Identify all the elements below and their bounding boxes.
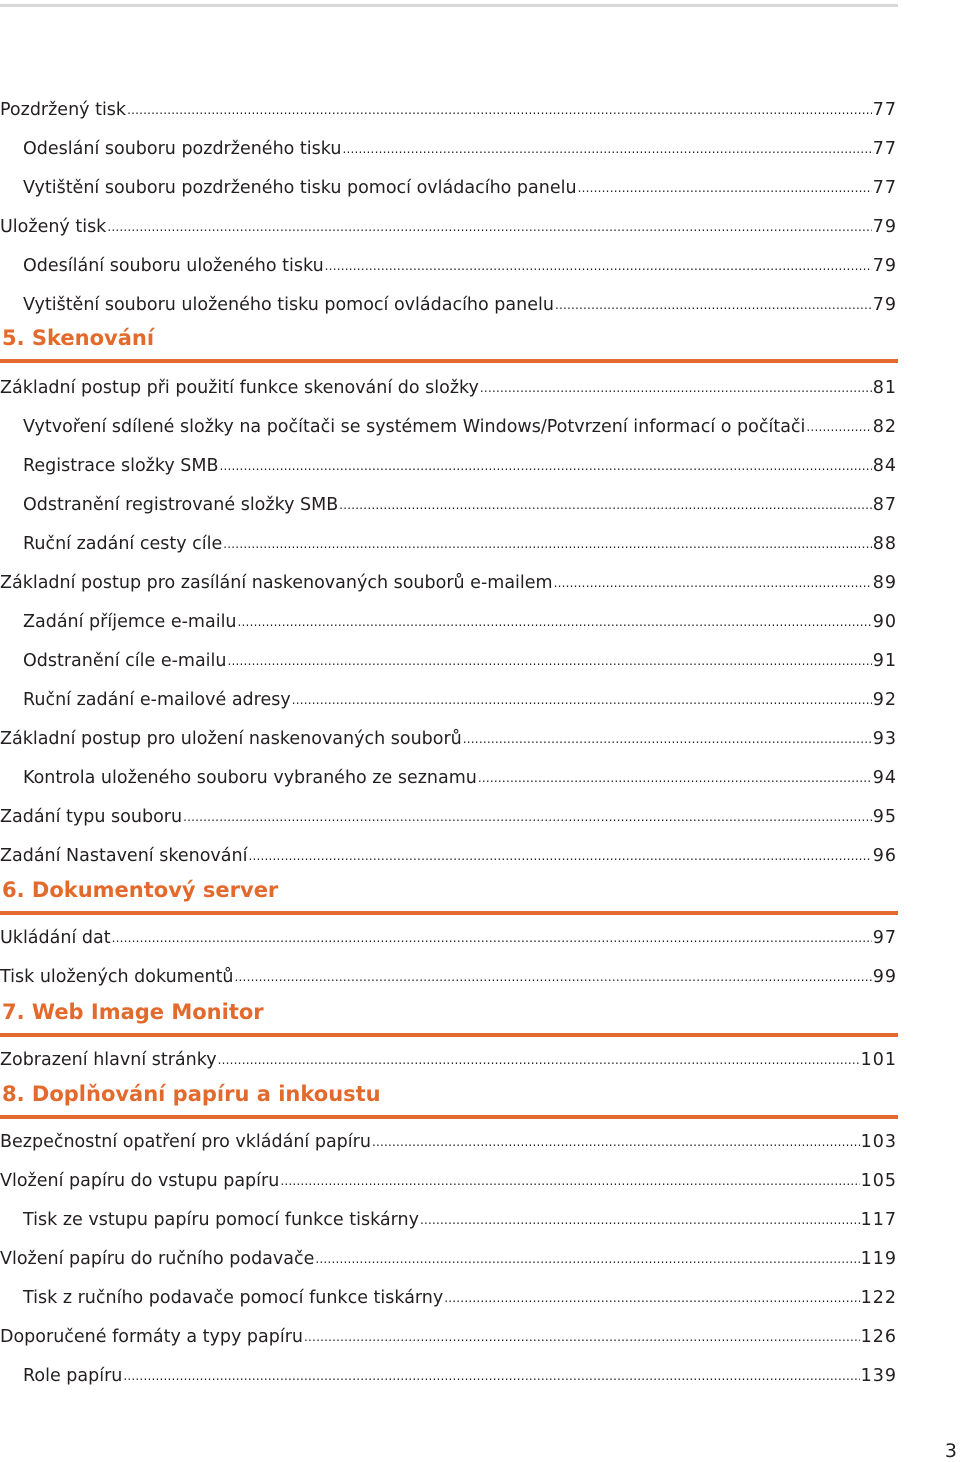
toc-entry-page: 77 bbox=[872, 178, 897, 198]
toc-leader-dots bbox=[183, 806, 872, 831]
toc-entry-page: 103 bbox=[860, 1132, 897, 1152]
toc-leader-dots bbox=[112, 927, 872, 952]
toc-entry-title: Bezpečnostní opatření pro vkládání papíru bbox=[0, 1131, 371, 1156]
toc-entry[interactable] bbox=[23, 762, 897, 792]
toc-entry[interactable] bbox=[0, 567, 897, 597]
toc-leader-dots bbox=[107, 216, 871, 241]
toc-entry[interactable] bbox=[23, 1204, 897, 1234]
toc-leader-dots bbox=[555, 294, 872, 319]
toc-entry[interactable] bbox=[0, 372, 897, 402]
toc-entry-page: 95 bbox=[872, 807, 897, 827]
chapter-heading[interactable] bbox=[0, 878, 898, 908]
toc-entry-title: Tisk z ručního podavače pomocí funkce tiskárny bbox=[23, 1287, 443, 1312]
toc-leader-dots bbox=[478, 767, 872, 792]
toc-entry-title: Vložení papíru do ručního podavače bbox=[0, 1248, 314, 1273]
toc-entry-title: Zadání Nastavení skenování bbox=[0, 845, 247, 870]
toc-entry-title: Doporučené formáty a typy papíru bbox=[0, 1326, 303, 1351]
toc-entry-title: Zadání typu souboru bbox=[0, 806, 182, 831]
toc-leader-dots bbox=[444, 1287, 859, 1312]
toc-entry-title: Zobrazení hlavní stránky bbox=[0, 1049, 217, 1074]
toc-entry[interactable] bbox=[23, 1282, 897, 1312]
toc-entry-title: Vložení papíru do vstupu papíru bbox=[0, 1170, 279, 1195]
toc-entry-title: Registrace složky SMB bbox=[23, 455, 218, 480]
toc-leader-dots bbox=[325, 255, 872, 280]
toc-leader-dots bbox=[280, 1170, 859, 1195]
toc-leader-dots bbox=[554, 572, 872, 597]
toc-entry-page: 93 bbox=[872, 729, 897, 749]
toc-entry-title: Základní postup pro uložení naskenovaných souborů bbox=[0, 728, 462, 753]
toc-entry[interactable] bbox=[23, 450, 897, 480]
chapter-heading[interactable] bbox=[0, 1000, 898, 1030]
toc-entry[interactable] bbox=[23, 528, 897, 558]
toc-leader-dots bbox=[238, 611, 872, 636]
toc-entry-title: Vytištění souboru pozdrženého tisku pomocí ovládacího panelu bbox=[23, 177, 577, 202]
toc-entry[interactable] bbox=[0, 1165, 897, 1195]
toc-leader-dots bbox=[315, 1248, 859, 1273]
chapter-rule bbox=[0, 359, 898, 363]
toc-entry-page: 79 bbox=[872, 295, 897, 315]
toc-entry-page: 88 bbox=[872, 534, 897, 554]
toc-leader-dots bbox=[463, 728, 872, 753]
toc-entry[interactable] bbox=[0, 961, 897, 991]
toc-entry[interactable] bbox=[23, 172, 897, 202]
toc-entry-title: Tisk uložených dokumentů bbox=[0, 966, 234, 991]
toc-leader-dots bbox=[248, 845, 871, 870]
toc-entry-title: Tisk ze vstupu papíru pomocí funkce tiskárny bbox=[23, 1209, 419, 1234]
toc-leader-dots bbox=[218, 1049, 860, 1074]
toc-entry-page: 126 bbox=[860, 1327, 897, 1347]
chapter-rule bbox=[0, 911, 898, 915]
toc-entry-page: 96 bbox=[872, 846, 897, 866]
toc-entry-title: Odesílání souboru uloženého tisku bbox=[23, 255, 324, 280]
toc-leader-dots bbox=[806, 416, 871, 441]
toc-entry-title: Odstranění cíle e-mailu bbox=[23, 650, 227, 675]
toc-entry[interactable] bbox=[23, 684, 897, 714]
toc-leader-dots bbox=[480, 377, 872, 402]
chapter-heading[interactable] bbox=[0, 326, 898, 356]
toc-entry-title: Ukládání dat bbox=[0, 927, 111, 952]
toc-entry[interactable] bbox=[23, 606, 897, 636]
toc-entry-page: 84 bbox=[872, 456, 897, 476]
toc-entry[interactable] bbox=[0, 801, 897, 831]
toc-entry-page: 77 bbox=[872, 139, 897, 159]
toc-entry-title: Zadání příjemce e-mailu bbox=[23, 611, 237, 636]
toc-entry-title: Role papíru bbox=[23, 1365, 122, 1390]
toc-entry-title: Odeslání souboru pozdrženého tisku bbox=[23, 138, 341, 163]
toc-entry-page: 82 bbox=[872, 417, 897, 437]
toc-entry-title: Základní postup při použití funkce skenování do složky bbox=[0, 377, 479, 402]
toc-entry-page: 87 bbox=[872, 495, 897, 515]
toc-entry[interactable] bbox=[23, 411, 897, 441]
toc-entry-page: 89 bbox=[872, 573, 897, 593]
toc-entry-page: 97 bbox=[872, 928, 897, 948]
toc-entry-title: Vytištění souboru uloženého tisku pomocí ovládacího panelu bbox=[23, 294, 554, 319]
toc-entry-title: Ruční zadání e-mailové adresy bbox=[23, 689, 291, 714]
toc-leader-dots bbox=[578, 177, 872, 202]
toc-entry[interactable] bbox=[0, 1243, 897, 1273]
toc-entry[interactable] bbox=[0, 922, 897, 952]
toc-entry-page: 101 bbox=[860, 1050, 897, 1070]
toc-entry-page: 81 bbox=[872, 378, 897, 398]
chapter-heading[interactable] bbox=[0, 1082, 898, 1112]
chapter-rule bbox=[0, 1115, 898, 1119]
chapter-title: 6. Dokumentový server bbox=[2, 878, 279, 902]
chapter-title: 5. Skenování bbox=[2, 326, 155, 350]
toc-entry-title: Pozdržený tisk bbox=[0, 99, 126, 124]
toc-entry-title: Vytvoření sdílené složky na počítači se systémem Windows/Potvrzení informací o počítači bbox=[23, 416, 805, 441]
toc-entry-title: Uložený tisk bbox=[0, 216, 106, 241]
toc-entry[interactable] bbox=[0, 211, 897, 241]
toc-entry[interactable] bbox=[23, 133, 897, 163]
chapter-title: 8. Doplňování papíru a inkoustu bbox=[2, 1082, 381, 1106]
toc-entry[interactable] bbox=[23, 1360, 897, 1390]
toc-entry-title: Odstranění registrované složky SMB bbox=[23, 494, 338, 519]
toc-leader-dots bbox=[123, 1365, 859, 1390]
toc-entry[interactable] bbox=[23, 645, 897, 675]
toc-entry-title: Kontrola uloženého souboru vybraného ze seznamu bbox=[23, 767, 477, 792]
toc-leader-dots bbox=[223, 533, 871, 558]
toc-entry[interactable] bbox=[0, 1044, 897, 1074]
toc-leader-dots bbox=[420, 1209, 860, 1234]
toc-leader-dots bbox=[219, 455, 871, 480]
toc-entry-page: 77 bbox=[872, 100, 897, 120]
toc-entry[interactable] bbox=[23, 250, 897, 280]
page-number: 3 bbox=[944, 1440, 957, 1462]
toc-entry-title: Základní postup pro zasílání naskenovaných souborů e-mailem bbox=[0, 572, 553, 597]
toc-leader-dots bbox=[372, 1131, 860, 1156]
toc-entry-page: 94 bbox=[872, 768, 897, 788]
toc-entry-page: 92 bbox=[872, 690, 897, 710]
toc-entry-page: 79 bbox=[872, 256, 897, 276]
toc-entry-page: 90 bbox=[872, 612, 897, 632]
toc-entry[interactable] bbox=[23, 289, 897, 319]
toc-leader-dots bbox=[304, 1326, 860, 1351]
toc-entry[interactable] bbox=[0, 94, 897, 124]
toc-leader-dots bbox=[127, 99, 872, 124]
toc-leader-dots bbox=[292, 689, 872, 714]
toc-entry-page: 99 bbox=[872, 967, 897, 987]
chapter-title: 7. Web Image Monitor bbox=[2, 1000, 264, 1024]
toc-entry[interactable] bbox=[0, 840, 897, 870]
toc-entry-page: 119 bbox=[860, 1249, 897, 1269]
chapter-rule bbox=[0, 1033, 898, 1037]
toc-entry[interactable] bbox=[0, 1126, 897, 1156]
toc-entry[interactable] bbox=[0, 1321, 897, 1351]
toc-entry-page: 139 bbox=[860, 1366, 897, 1386]
toc-entry[interactable] bbox=[0, 723, 897, 753]
toc-leader-dots bbox=[235, 966, 872, 991]
toc-entry-page: 91 bbox=[872, 651, 897, 671]
toc-leader-dots bbox=[228, 650, 872, 675]
toc-entry-page: 122 bbox=[860, 1288, 897, 1308]
toc-entry-page: 117 bbox=[860, 1210, 897, 1230]
toc-entry-title: Ruční zadání cesty cíle bbox=[23, 533, 222, 558]
toc-entry-page: 79 bbox=[872, 217, 897, 237]
toc-leader-dots bbox=[339, 494, 872, 519]
top-rule bbox=[0, 4, 898, 7]
toc-entry[interactable] bbox=[23, 489, 897, 519]
toc-leader-dots bbox=[342, 138, 871, 163]
toc-entry-page: 105 bbox=[860, 1171, 897, 1191]
